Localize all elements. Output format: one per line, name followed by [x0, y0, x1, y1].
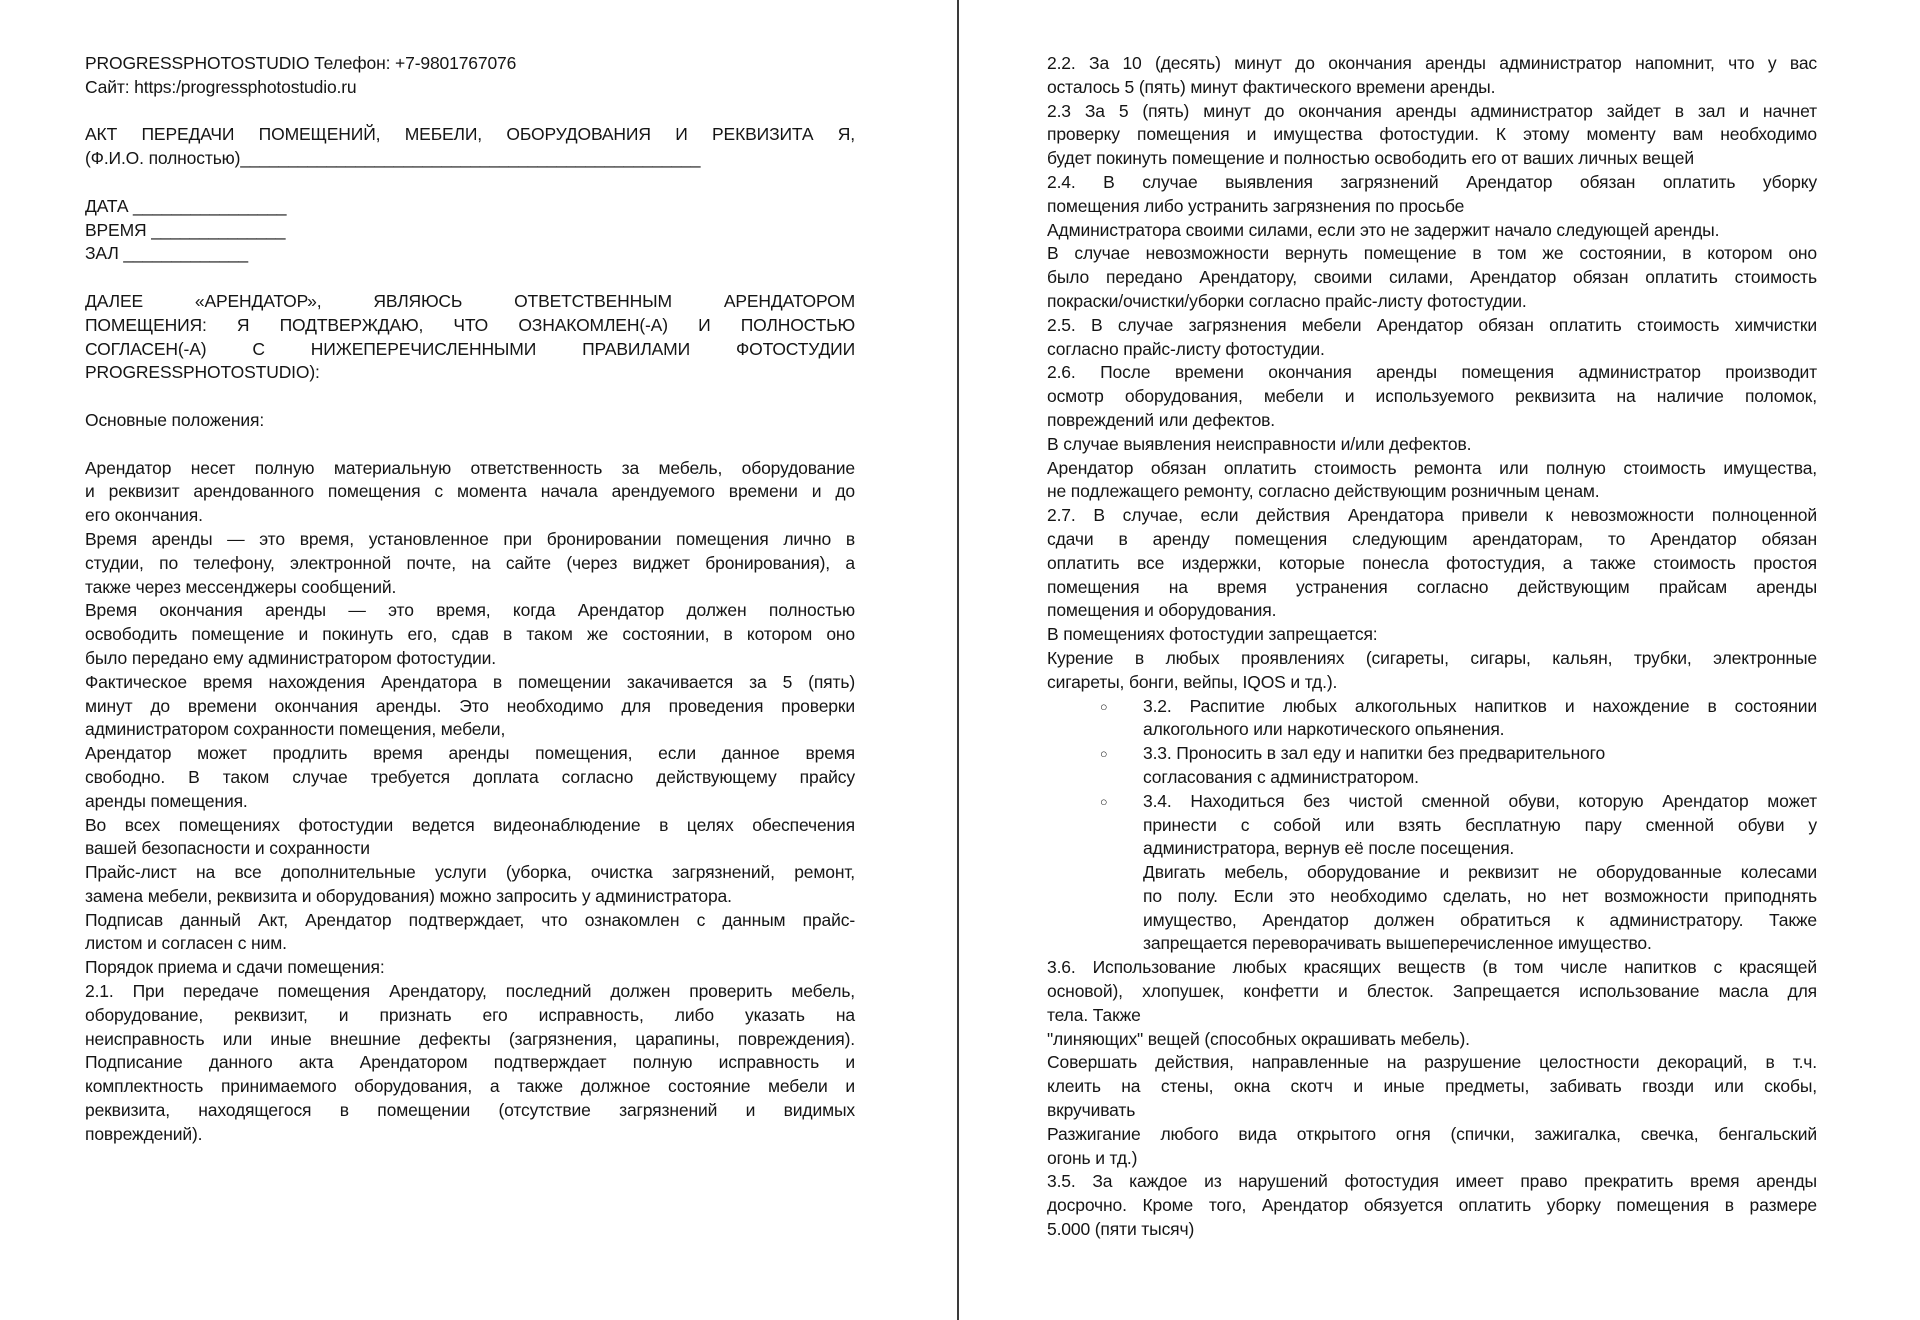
text-line: согласно прайс-листу фотостудии. — [1047, 338, 1325, 359]
text-line: Подписание данного акта Арендатором подтверждает полную исправность и — [85, 1052, 855, 1073]
text-line: 5.000 (пяти тысяч) — [1047, 1219, 1195, 1240]
text-line: было передано Арендатору, своими силами, Арендатор обязан оплатить стоимость — [1047, 267, 1817, 288]
text-line: PROGRESSPHOTOSTUDIO): — [85, 362, 320, 383]
text-line: 2.7. В случае, если действия Арендатора привели к невозможности полноценной — [1047, 505, 1817, 526]
text-line: ЗАЛ _____________ — [85, 243, 248, 264]
text-line: аренды помещения. — [85, 790, 248, 811]
text-line: запрещается переворачивать вышеперечисленное имущество. — [1143, 933, 1652, 954]
text-line: помещения либо устранить загрязнения по просьбе — [1047, 195, 1465, 216]
text-line: сдачи в аренду помещения следующим арендаторам, то Арендатор обязан — [1047, 528, 1817, 549]
text-line: было передано ему администратором фотостудии. — [85, 647, 496, 668]
text-line: Время аренды — это время, установленное при бронировании помещения лично в — [85, 528, 855, 549]
right-page-column — [1047, 52, 1817, 1242]
text-line: также через мессенджеры сообщений. — [85, 576, 397, 597]
text-line: минут до времени окончания аренды. Это необходимо для проведения проверки — [85, 695, 855, 716]
text-line: PROGRESSPHOTOSTUDIO Телефон: +7-9801767076 — [85, 53, 517, 73]
text-line: ПОМЕЩЕНИЯ: Я ПОДТВЕРЖДАЮ, ЧТО ОЗНАКОМЛЕН(-А) И ПОЛНОСТЬЮ — [85, 314, 855, 335]
circle-bullet-icon: ○ — [1100, 794, 1108, 809]
text-line: Порядок приема и сдачи помещения: — [85, 957, 385, 978]
text-line: администратором сохранности помещения, мебели, — [85, 719, 506, 740]
text-line: Время окончания аренды — это время, когда Арендатор должен полностью — [85, 600, 855, 621]
blank-line — [85, 433, 855, 457]
text-line: Во всех помещениях фотостудии ведется видеонаблюдение в целях обеспечения — [85, 814, 855, 835]
circle-bullet-icon: ○ — [1100, 699, 1108, 714]
text-line: Арендатор может продлить время аренды помещения, если данное время — [85, 743, 855, 764]
text-line: студии, по телефону, электронной почте, на сайте (через виджет бронирования), а — [85, 552, 855, 573]
text-line: помещения на время устранения согласно действующим прайсам аренды — [1047, 576, 1817, 597]
text-line: имущество, Арендатор должен обратиться к администратору. Также — [1143, 909, 1817, 930]
text-line: "линяющих" вещей (способных окрашивать мебель). — [1047, 1028, 1470, 1049]
text-line: осталось 5 (пять) минут фактического времени аренды. — [1047, 76, 1496, 97]
text-line: вашей безопасности и сохранности — [85, 838, 370, 859]
text-line: замена мебели, реквизита и оборудования) можно запросить у администратора. — [85, 885, 732, 906]
text-line: ДАЛЕЕ «АРЕНДАТОР», ЯВЛЯЮСЬ ОТВЕТСТВЕННЫМ АРЕНДАТОРОМ — [85, 290, 855, 311]
text-line: 3.6. Использование любых красящих веществ (в том числе напитков с красящей — [1047, 957, 1817, 978]
text-line: оплатить все издержки, которые понесла фотостудия, а также стоимость простоя — [1047, 552, 1817, 573]
text-line: Двигать мебель, оборудование и реквизит не оборудованные колесами — [1143, 862, 1817, 883]
text-line: будет покинуть помещение и полностью освободить его от ваших личных вещей — [1047, 148, 1695, 169]
text-line: 2.1. При передаче помещения Арендатору, последний должен проверить мебель, — [85, 981, 855, 1002]
text-line: освободить помещение и покинуть его, сдав в таком же состоянии, в котором оно — [85, 624, 855, 645]
text-line: его окончания. — [85, 505, 203, 526]
left-page-column — [85, 52, 855, 1147]
text-line: листом и согласен с ним. — [85, 933, 287, 954]
text-line: В помещениях фотостудии запрещается: — [1047, 624, 1378, 645]
text-line: АКТ ПЕРЕДАЧИ ПОМЕЩЕНИЙ, МЕБЕЛИ, ОБОРУДОВАНИЯ И РЕКВИЗИТА Я, — [85, 124, 855, 145]
text-line: 3.5. За каждое из нарушений фотостудия имеет право прекратить время аренды — [1047, 1171, 1817, 1192]
text-line: повреждений). — [85, 1123, 203, 1144]
text-line: Основные положения: — [85, 409, 265, 430]
text-line: и реквизит арендованного помещения с момента начала арендуемого времени и до — [85, 481, 855, 502]
text-line: Разжигание любого вида открытого огня (спички, зажигалка, свечка, бенгальский — [1047, 1123, 1817, 1144]
text-line: помещения и оборудования. — [1047, 600, 1277, 621]
blank-line — [85, 171, 855, 195]
blank-line — [85, 100, 855, 124]
text-line: Арендатор несет полную материальную ответственность за мебель, оборудование — [85, 457, 855, 478]
text-line: алкогольного или наркотического опьянения. — [1143, 719, 1505, 740]
text-line: ВРЕМЯ ______________ — [85, 219, 286, 240]
text-line: СОГЛАСЕН(-А) С НИЖЕПЕРЕЧИСЛЕННЫМИ ПРАВИЛАМИ ФОТОСТУДИИ — [85, 338, 855, 359]
text-line — [1047, 742, 1817, 766]
text-line — [1047, 790, 1817, 814]
text-line: принести с собой или взять бесплатную пару сменной обуви у — [1143, 814, 1817, 835]
bullet-text: 3.2. Распитие любых алкогольных напитков и нахождение в состоянии — [1143, 695, 1817, 716]
text-line: Курение в любых проявлениях (сигареты, сигары, кальян, трубки, электронные — [1047, 647, 1817, 668]
text-line: В случае невозможности вернуть помещение в том же состоянии, в котором оно — [1047, 243, 1817, 264]
circle-bullet-icon: ○ — [1100, 747, 1108, 762]
text-line: неисправность или иные внешние дефекты (загрязнения, царапины, повреждения). — [85, 1028, 855, 1049]
text-line: свободно. В таком случае требуется доплата согласно действующему прайсу — [85, 766, 855, 787]
text-line: 2.5. В случае загрязнения мебели Арендатор обязан оплатить стоимость химчистки — [1047, 314, 1817, 335]
text-line: согласования с администратором. — [1143, 766, 1419, 787]
text-line: осмотр оборудования, мебели и используемого реквизита на наличие поломок, — [1047, 386, 1817, 407]
text-line: по полу. Если это необходимо сделать, но нет возможности приподнять — [1143, 885, 1817, 906]
text-line: 2.3 За 5 (пять) минут до окончания аренды администратор зайдет в зал и начнет — [1047, 100, 1817, 121]
blank-line — [85, 266, 855, 290]
bullet-text: 3.4. Находиться без чистой сменной обуви, которую Арендатор может — [1143, 790, 1817, 811]
page-divider — [957, 0, 959, 1320]
text-line: клеить на стены, окна скотч и иные предметы, забивать гвозди или скобы, — [1047, 1076, 1817, 1097]
text-line: проверку помещения и имущества фотостудии. К этому моменту вам необходимо — [1047, 124, 1817, 145]
text-line: администратора, вернув её после посещения. — [1143, 838, 1515, 859]
text-line: тела. Также — [1047, 1004, 1141, 1025]
text-line: Подписав данный Акт, Арендатор подтверждает, что ознакомлен с данным прайс- — [85, 909, 855, 930]
text-line: основой), хлопушек, конфетти и блесток. Запрещается использование масла для — [1047, 981, 1817, 1002]
text-line: оборудование, реквизит, и признать его исправность, либо указать на — [85, 1004, 855, 1025]
text-line: сигареты, бонги, вейпы, IQOS и тд.). — [1047, 671, 1338, 692]
text-line: досрочно. Кроме того, Арендатор обязуется оплатить уборку помещения в размере — [1047, 1195, 1817, 1216]
text-line: Сайт: https:/progressphotostudio.ru — [85, 76, 357, 97]
text-line: 2.2. За 10 (десять) минут до окончания аренды администратор напомнит, что у вас — [1047, 53, 1817, 73]
text-line: Фактическое время нахождения Арендатора в помещении закачивается за 5 (пять) — [85, 671, 855, 692]
text-line: реквизита, находящегося в помещении (отсутствие загрязнений и видимых — [85, 1100, 855, 1121]
text-line: вкручивать — [1047, 1100, 1136, 1121]
text-line: ДАТА ________________ — [85, 195, 287, 216]
blank-line — [85, 385, 855, 409]
text-line: не подлежащего ремонту, согласно действующим розничным ценам. — [1047, 481, 1600, 502]
text-line: покраски/очистки/уборки согласно прайс-листу фотостудии. — [1047, 290, 1527, 311]
bullet-text: 3.3. Проносить в зал еду и напитки без предварительного — [1143, 743, 1606, 764]
text-line: Прайс-лист на все дополнительные услуги (уборка, очистка загрязнений, ремонт, — [85, 862, 855, 883]
text-line: огонь и тд.) — [1047, 1147, 1138, 1168]
text-line: повреждений или дефектов. — [1047, 409, 1276, 430]
text-line: Администратора своими силами, если это не задержит начало следующей аренды. — [1047, 219, 1720, 240]
text-line: В случае выявления неисправности и/или дефектов. — [1047, 433, 1472, 454]
text-line: 2.6. После времени окончания аренды помещения администратор производит — [1047, 362, 1817, 383]
text-line — [1047, 695, 1817, 719]
text-line: Совершать действия, направленные на разрушение целостности декораций, в т.ч. — [1047, 1052, 1817, 1073]
text-line: комплектность принимаемого оборудования, а также должное состояние мебели и — [85, 1076, 855, 1097]
text-line: Арендатор обязан оплатить стоимость ремонта или полную стоимость имущества, — [1047, 457, 1817, 478]
text-line: 2.4. В случае выявления загрязнений Арендатор обязан оплатить уборку — [1047, 171, 1817, 192]
text-line: (Ф.И.О. полностью)________________________________________________ — [85, 148, 701, 169]
